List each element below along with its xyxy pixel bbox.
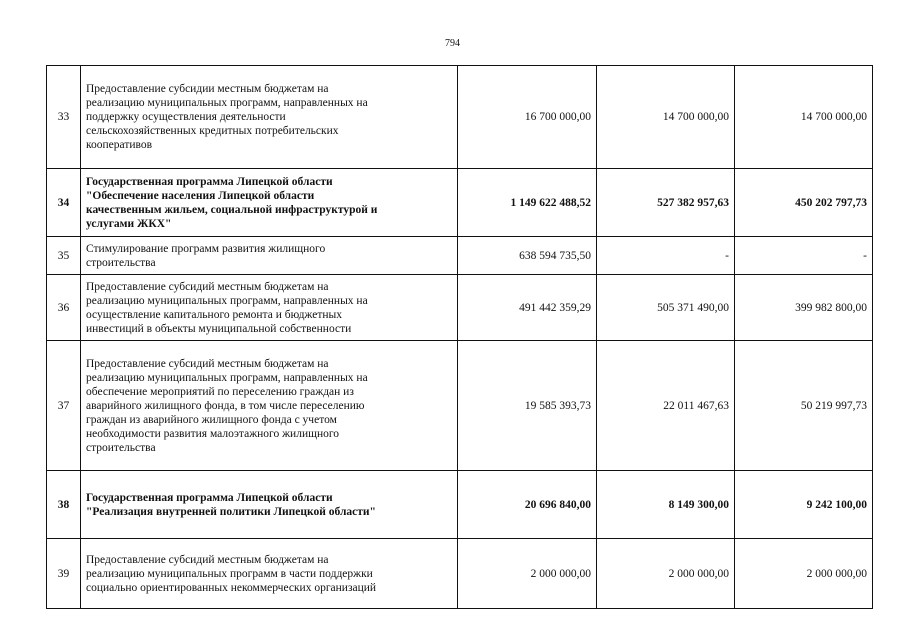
amount-year-3: 399 982 800,00: [735, 275, 873, 341]
table-row: [47, 341, 873, 471]
row-description: Государственная программа Липецкой области "Обеспечение населения Липецкой области качественным жильем, социальной инфраструктурой и услугами ЖКХ": [81, 169, 458, 237]
amount-year-1: 2 000 000,00: [458, 539, 597, 609]
row-number: 35: [47, 237, 81, 275]
amount-year-2: -: [597, 237, 735, 275]
table-row: [47, 66, 873, 169]
row-description: Предоставление субсидий местным бюджетам на реализацию муниципальных программ, направленных на осуществление капитального ремонта и бюджетных инвестиций в объекты муниципальной собственности: [81, 275, 458, 341]
row-number: 36: [47, 275, 81, 341]
amount-year-1: 638 594 735,50: [458, 237, 597, 275]
amount-year-3: 2 000 000,00: [735, 539, 873, 609]
amount-year-3: 14 700 000,00: [735, 66, 873, 169]
amount-year-2: 505 371 490,00: [597, 275, 735, 341]
amount-year-1: 19 585 393,73: [458, 341, 597, 471]
row-number: 34: [47, 169, 81, 237]
row-number: 39: [47, 539, 81, 609]
row-description: Государственная программа Липецкой области "Реализация внутренней политики Липецкой области": [81, 471, 458, 539]
row-description: Стимулирование программ развития жилищного строительства: [81, 237, 458, 275]
amount-year-2: 22 011 467,63: [597, 341, 735, 471]
amount-year-3: 9 242 100,00: [735, 471, 873, 539]
table-row: [47, 169, 873, 237]
amount-year-2: 2 000 000,00: [597, 539, 735, 609]
table-row: [47, 471, 873, 539]
row-description: Предоставление субсидий местным бюджетам на реализацию муниципальных программ в части поддержки социально ориентированных некоммерческих организаций: [81, 539, 458, 609]
amount-year-3: -: [735, 237, 873, 275]
amount-year-1: 16 700 000,00: [458, 66, 597, 169]
row-number: 33: [47, 66, 81, 169]
row-number: 37: [47, 341, 81, 471]
budget-table-body: [47, 66, 873, 609]
table-row: [47, 539, 873, 609]
amount-year-3: 50 219 997,73: [735, 341, 873, 471]
table-row: [47, 237, 873, 275]
row-number: 38: [47, 471, 81, 539]
row-description: Предоставление субсидий местным бюджетам на реализацию муниципальных программ, направленных на обеспечение мероприятий по переселению граждан из аварийного жилищного фонда, в том числе переселению граждан из аварийного жилищного фонда с учетом необходимости развития малоэтажного жилищного строительства: [81, 341, 458, 471]
amount-year-2: 527 382 957,63: [597, 169, 735, 237]
amount-year-1: 1 149 622 488,52: [458, 169, 597, 237]
amount-year-3: 450 202 797,73: [735, 169, 873, 237]
row-description: Предоставление субсидии местным бюджетам на реализацию муниципальных программ, направленных на поддержку осуществления деятельности сельскохозяйственных кредитных потребительских кооперативов: [81, 66, 458, 169]
table-row: [47, 275, 873, 341]
budget-table: [46, 65, 873, 609]
amount-year-2: 8 149 300,00: [597, 471, 735, 539]
amount-year-1: 491 442 359,29: [458, 275, 597, 341]
amount-year-1: 20 696 840,00: [458, 471, 597, 539]
amount-year-2: 14 700 000,00: [597, 66, 735, 169]
page-number: 794: [445, 38, 460, 49]
